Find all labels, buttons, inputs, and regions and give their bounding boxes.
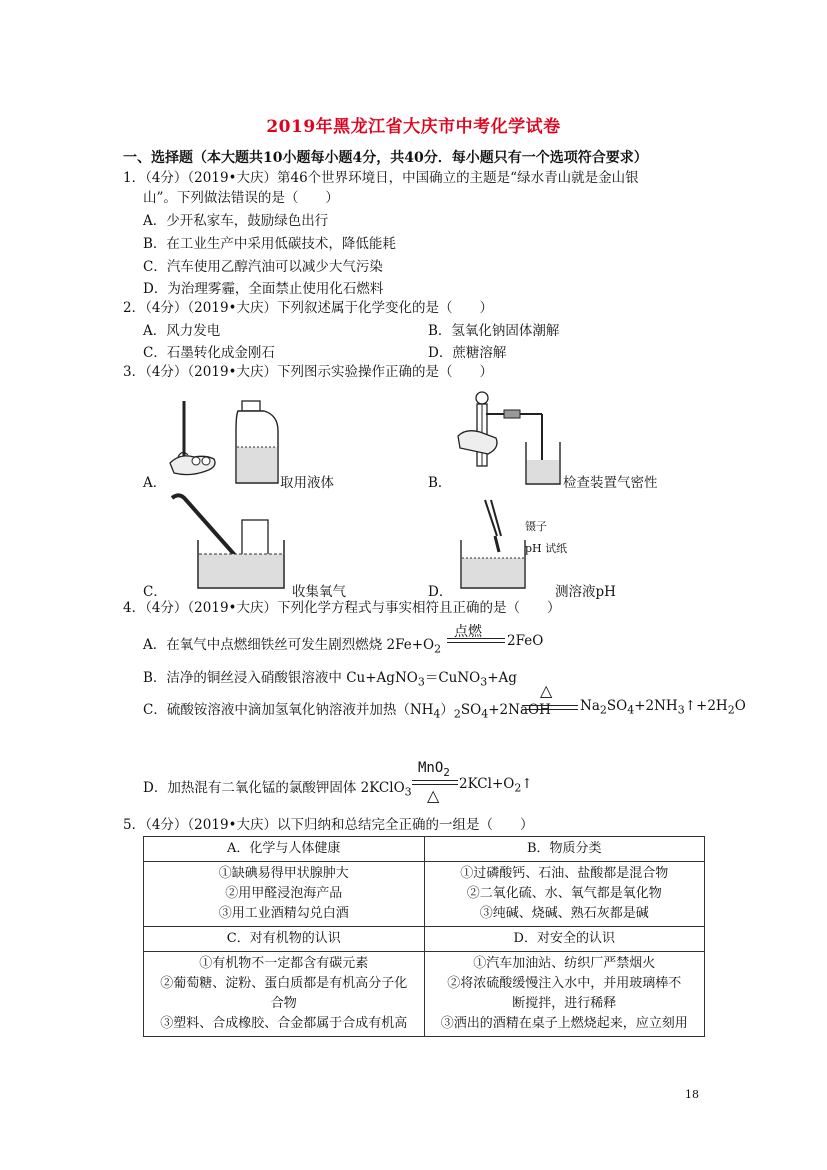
- q2-stem: 2．（4分）（2019•大庆）下列叙述属于化学变化的是（ ）: [123, 300, 493, 316]
- q4-b-sub1: 3: [417, 675, 425, 689]
- q5-b-item: ②二氧化硫、水、氧气都是氧化物: [466, 886, 662, 901]
- figure-take-liquid: [166, 397, 281, 489]
- q4-d-heat: △: [427, 786, 440, 805]
- q2-option-b: B．氢氧化钠固体潮解: [428, 323, 560, 339]
- q3-option-b-letter: B．: [428, 475, 452, 491]
- q4-option-c: C．硫酸铵溶液中滴加氢氧化钠溶液并加热$(NH_4)_2SO_4+2NaOH$: [143, 702, 551, 721]
- q4-c-products: $Na_2SO_4+2NH_3↑+2H_2O$: [580, 698, 746, 717]
- q5-c-item: ①有机物不一定都含有碳元素: [199, 956, 369, 971]
- page-number: 18: [685, 1088, 699, 1101]
- q2-option-a: A．风力发电: [143, 323, 221, 339]
- q5-table: [143, 836, 705, 1037]
- q5-head-d: D．对安全的认识: [424, 927, 705, 952]
- q5-b-item: ③纯碱、烧碱、熟石灰都是碱: [479, 906, 649, 921]
- paper-title: 2019年黑龙江省大庆市中考化学试卷: [266, 117, 561, 137]
- q5-d-item: 断搅拌，进行稀释: [512, 996, 617, 1011]
- q5-c-item: 合物: [270, 996, 297, 1011]
- q3-tweezers-label: 镊子: [525, 520, 547, 533]
- q4-b-sub2: 3: [480, 675, 488, 689]
- q5-stem: 5．（4分）（2019•大庆）以下归纳和总结完全正确的一组是（ ）: [123, 817, 534, 833]
- q4-d-equals-top: [412, 780, 458, 781]
- q5-cell-d: [424, 952, 705, 1037]
- q4-a-product: 2FeO: [507, 633, 544, 649]
- q3-option-c-letter: C．: [143, 584, 167, 600]
- q4-a-condition: 点燃: [454, 624, 482, 640]
- q3-option-c-caption: 收集氧气: [292, 584, 346, 600]
- q3-option-d-letter: D．: [428, 584, 453, 600]
- q4-b-part3: +Ag: [487, 670, 517, 686]
- q4-d-catalyst: MnO$_2$: [418, 760, 450, 779]
- q5-a-item: ②用甲醛浸泡海产品: [225, 886, 343, 901]
- q4-a-sub: 2: [434, 642, 442, 656]
- q4-a-reactants: A．在氧气中点燃细铁丝可发生剧烈燃烧 2Fe+O: [143, 637, 435, 653]
- q5-cell-c: [144, 952, 425, 1037]
- q5-d-item: ①汽车加油站、纺织厂严禁烟火: [473, 956, 656, 971]
- q3-option-a-caption: 取用液体: [280, 475, 334, 491]
- q4-d-products: $2KCl+O_2↑$: [459, 776, 533, 795]
- q4-c-equals-top: [522, 705, 578, 706]
- q4-b-part2: ＝CuNO: [424, 670, 481, 686]
- q4-c-part1: C．硫酸铵溶液中滴加氢氧化钠溶液并加热（NH: [143, 702, 434, 718]
- q5-cell-a: [144, 862, 425, 927]
- q1-stem-line1: 1．（4分）（2019•大庆）第46个世界环境日，中国确立的主题是“绿水青山就是金山银: [123, 170, 639, 186]
- q2-option-c: C．石墨转化成金刚石: [143, 345, 275, 361]
- figure-collect-oxygen: [168, 492, 286, 592]
- section-heading: 一、选择题（本大题共10小题每小题4分，共40分．每小题只有一个选项符合要求）: [123, 150, 648, 166]
- q5-head-a: A．化学与人体健康: [144, 837, 425, 862]
- q4-c-equals-bottom: [522, 709, 578, 710]
- q5-d-item: ②将浓硫酸缓慢注入水中，并用玻璃棒不: [447, 976, 682, 991]
- q4-stem: 4．（4分）（2019•大庆）下列化学方程式与事实相符且正确的是（ ）: [123, 600, 561, 616]
- q4-d-equals-bottom: [412, 784, 458, 785]
- q1-option-b: B．在工业生产中采用低碳技术，降低能耗: [143, 236, 396, 252]
- q4-b-part1: B．洁净的铜丝浸入硝酸银溶液中 Cu+AgNO: [143, 670, 418, 686]
- q3-stem: 3．（4分）（2019•大庆）下列图示实验操作正确的是（ ）: [123, 364, 493, 380]
- q4-option-d: D．加热混有二氧化锰的氯酸钾固体 2KClO$_3$: [143, 780, 412, 799]
- q5-cell-b: [424, 862, 705, 927]
- q4-c-condition: △: [540, 681, 553, 700]
- q1-option-a: A．少开私家车，鼓励绿色出行: [143, 213, 329, 229]
- q4-option-b: [143, 666, 517, 689]
- q3-option-a-letter: A．: [143, 475, 167, 491]
- q5-b-item: ①过磷酸钙、石油、盐酸都是混合物: [460, 866, 669, 881]
- q4-option-a: [143, 633, 441, 656]
- q3-option-b-caption: 检查装置气密性: [563, 475, 658, 491]
- q4-d-part1: D．加热混有二氧化锰的氯酸钾固体 2KClO: [143, 780, 405, 796]
- q3-ph-paper-label: pH 试纸: [525, 542, 568, 555]
- q5-head-c: C．对有机物的认识: [144, 927, 425, 952]
- figure-airtight-check: [456, 388, 566, 488]
- q4-a-equals-top: [447, 638, 505, 639]
- q1-option-d: D．为治理雾霾，全面禁止使用化石燃料: [143, 281, 384, 297]
- q1-stem-line2: 山”。下列做法错误的是（ ）: [143, 190, 339, 206]
- q5-head-b: B．物质分类: [424, 837, 705, 862]
- q4-a-equals-bottom: [447, 642, 505, 643]
- q2-option-d: D．蔗糖溶解: [428, 345, 507, 361]
- q5-a-item: ③用工业酒精勾兑白酒: [218, 906, 349, 921]
- q5-c-item: ③塑料、合成橡胶、合金都属于合成有机高: [160, 1016, 408, 1031]
- q5-c-item: ②葡萄糖、淀粉、蛋白质都是有机高分子化: [160, 976, 408, 991]
- q3-option-d-caption: 测溶液pH: [555, 584, 616, 600]
- q5-d-item: ③洒出的酒精在桌子上燃烧起来，应立刻用: [440, 1016, 688, 1031]
- q1-option-c: C．汽车使用乙醇汽油可以减少大气污染: [143, 259, 383, 275]
- q5-a-item: ①缺碘易得甲状腺肿大: [218, 866, 349, 881]
